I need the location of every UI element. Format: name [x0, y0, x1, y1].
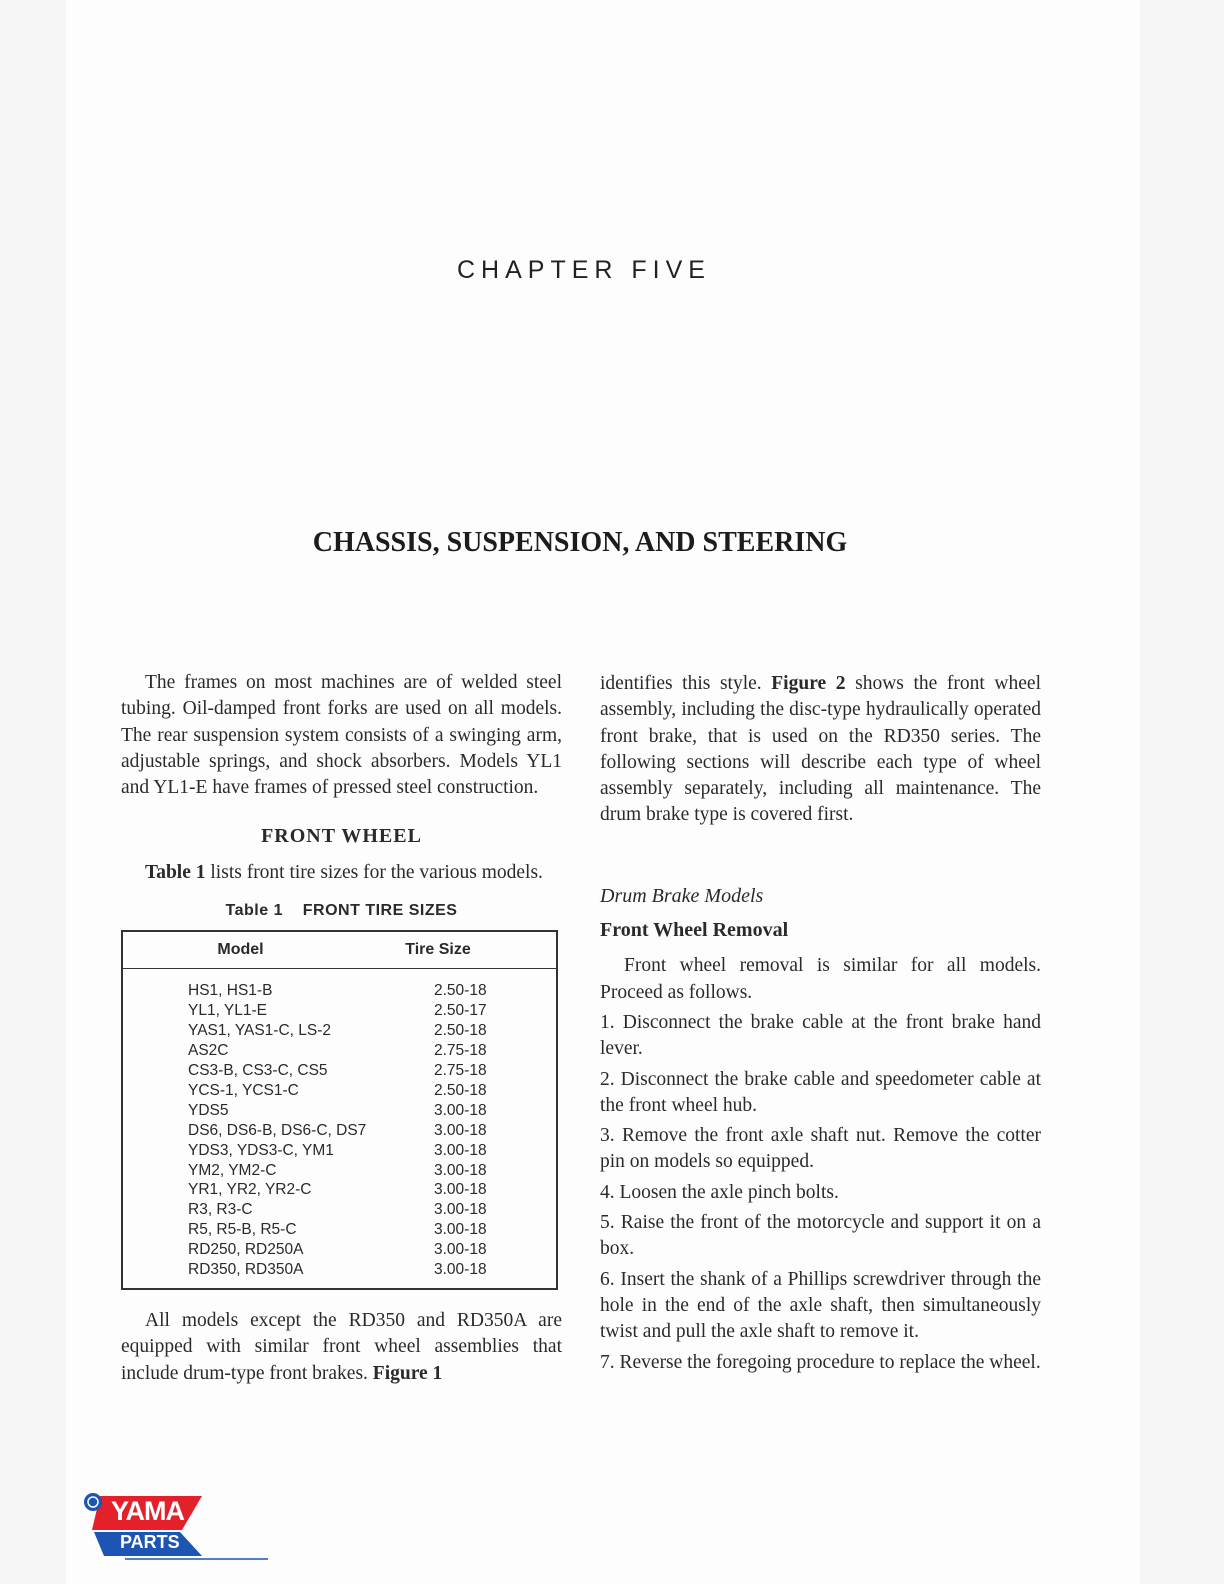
cell-tire-size: 3.00-18: [434, 1101, 487, 1119]
table-row: [123, 1141, 556, 1161]
table-row: [123, 1180, 556, 1200]
intro-paragraph: The frames on most machines are of welded steel tubing. Oil-damped front forks are used on all models. The rear suspension system consists of a swinging arm, adjustable springs, and shock absorbers. Models YL1 and YL1-E have frames of pressed steel construction.: [121, 672, 562, 799]
table-reference-bold: Table 1: [145, 861, 206, 883]
table-row: [123, 1240, 556, 1260]
chapter-label: CHAPTER FIVE: [457, 256, 711, 284]
cell-model: YCS-1, YCS1-C: [188, 1081, 299, 1099]
table-body: [123, 969, 556, 1288]
table-reference-paragraph: [121, 860, 562, 886]
table-row: [123, 1161, 556, 1181]
cell-model: YL1, YL1-E: [188, 1002, 267, 1020]
table-row: [123, 1101, 556, 1121]
figure-2-ref: Figure 2: [771, 673, 846, 694]
cell-model: R3, R3-C: [188, 1201, 253, 1219]
cell-model: HS1, HS1-B: [188, 982, 273, 1000]
tuning-fork-emblem-icon: [84, 1493, 102, 1511]
figure-paragraph-start: identifies this style.: [600, 673, 762, 694]
cell-model: RD250, RD250A: [188, 1241, 304, 1259]
front-tire-table: [121, 930, 558, 1290]
table-row: [123, 1220, 556, 1240]
removal-step: 1. Disconnect the brake cable at the front brake hand lever.: [600, 1011, 1041, 1060]
figure-1-ref: Figure 1: [372, 1362, 443, 1384]
cell-tire-size: 2.75-18: [434, 1062, 487, 1079]
cell-tire-size: 3.00-18: [434, 1181, 487, 1199]
removal-step: 3. Remove the front axle shaft nut. Remove the cotter pin on models so equipped.: [600, 1125, 1041, 1173]
cell-tire-size: 2.50-18: [434, 982, 487, 1000]
cell-tire-size: 2.50-18: [434, 1022, 487, 1040]
cell-tire-size: 3.00-18: [434, 1161, 487, 1179]
removal-step: 7. Reverse the foregoing procedure to replace the wheel.: [600, 1351, 1041, 1373]
removal-intro: Front wheel removal is similar for all models. Proceed as follows.: [600, 955, 1041, 1003]
table-row: [123, 1200, 556, 1220]
cell-tire-size: 3.00-18: [434, 1141, 487, 1159]
left-column: [121, 670, 562, 1387]
table-row: [123, 1081, 556, 1101]
cell-tire-size: 3.00-18: [434, 1121, 487, 1139]
cell-model: AS2C: [188, 1042, 229, 1060]
table-row: [123, 1061, 556, 1081]
cell-tire-size: 3.00-18: [434, 1221, 487, 1239]
removal-step: 4. Loosen the axle pinch bolts.: [600, 1181, 839, 1203]
table-row: [123, 981, 556, 1001]
table-row: [123, 1121, 556, 1141]
removal-step: 2. Disconnect the brake cable and speedometer cable at the front wheel hub.: [600, 1068, 1041, 1116]
table-row: [123, 1001, 556, 1021]
removal-step: 6. Insert the shank of a Phillips screwdriver through the hole in the end of the axle shaft, then simultaneously twist and pull the axle shaft to remove it.: [600, 1268, 1041, 1343]
cell-tire-size: 2.50-18: [434, 1081, 487, 1099]
front-wheel-heading: FRONT WHEEL: [261, 825, 422, 848]
table-caption: Table 1 FRONT TIRE SIZES: [225, 902, 458, 920]
cell-tire-size: 3.00-18: [434, 1261, 487, 1279]
table-row: [123, 1260, 556, 1280]
removal-steps: [600, 1010, 1041, 1376]
column-header-tire-size: Tire Size: [405, 941, 471, 959]
figure-paragraph-rest: shows the front wheel assembly, including the disc-type hydraulically operated front brake, that is used on the RD350 series. The following sections will describe each type of wheel assembly separately, including all maintenance. The drum brake type is covered first.: [600, 673, 1041, 826]
cell-model: YM2, YM2-C: [188, 1161, 277, 1179]
cell-tire-size: 3.00-18: [434, 1241, 487, 1259]
cell-model: YR1, YR2, YR2-C: [188, 1181, 312, 1199]
cell-tire-size: 2.75-18: [434, 1042, 487, 1060]
table-row: [123, 1041, 556, 1061]
cell-model: YDS5: [188, 1101, 229, 1119]
cell-model: YDS3, YDS3-C, YM1: [188, 1141, 334, 1159]
yamaparts-logo: [82, 1492, 268, 1560]
page-title: CHASSIS, SUSPENSION, AND STEERING: [312, 527, 848, 558]
removal-step: 5. Raise the front of the motorcycle and support it on a box.: [600, 1212, 1041, 1260]
logo-text-parts: PARTS: [120, 1532, 180, 1552]
logo-text-yama: YAMA: [111, 1496, 185, 1526]
cell-tire-size: 3.00-18: [434, 1201, 487, 1219]
right-column: [600, 671, 1041, 1380]
drum-brake-heading: Drum Brake Models: [600, 884, 764, 907]
cell-model: R5, R5-B, R5-C: [188, 1221, 297, 1239]
cell-tire-size: 2.50-17: [434, 1002, 487, 1020]
table-reference-text: lists front tire sizes for the various models.: [205, 861, 543, 883]
column-header-model: Model: [217, 941, 264, 959]
cell-model: YAS1, YAS1-C, LS-2: [188, 1022, 332, 1040]
cell-model: DS6, DS6-B, DS6-C, DS7: [188, 1121, 367, 1139]
after-table-text: All models except the RD350 and RD350A are equipped with similar front wheel assemblies that include drum-type front brakes.: [121, 1309, 562, 1384]
table-header: [123, 932, 556, 969]
table-row: [123, 1021, 556, 1041]
cell-model: RD350, RD350A: [188, 1261, 304, 1279]
cell-model: CS3-B, CS3-C, CS5: [188, 1062, 328, 1079]
figure-paragraph: [600, 671, 1041, 829]
after-table-paragraph: [121, 1308, 562, 1387]
front-wheel-removal-heading: Front Wheel Removal: [600, 919, 789, 942]
